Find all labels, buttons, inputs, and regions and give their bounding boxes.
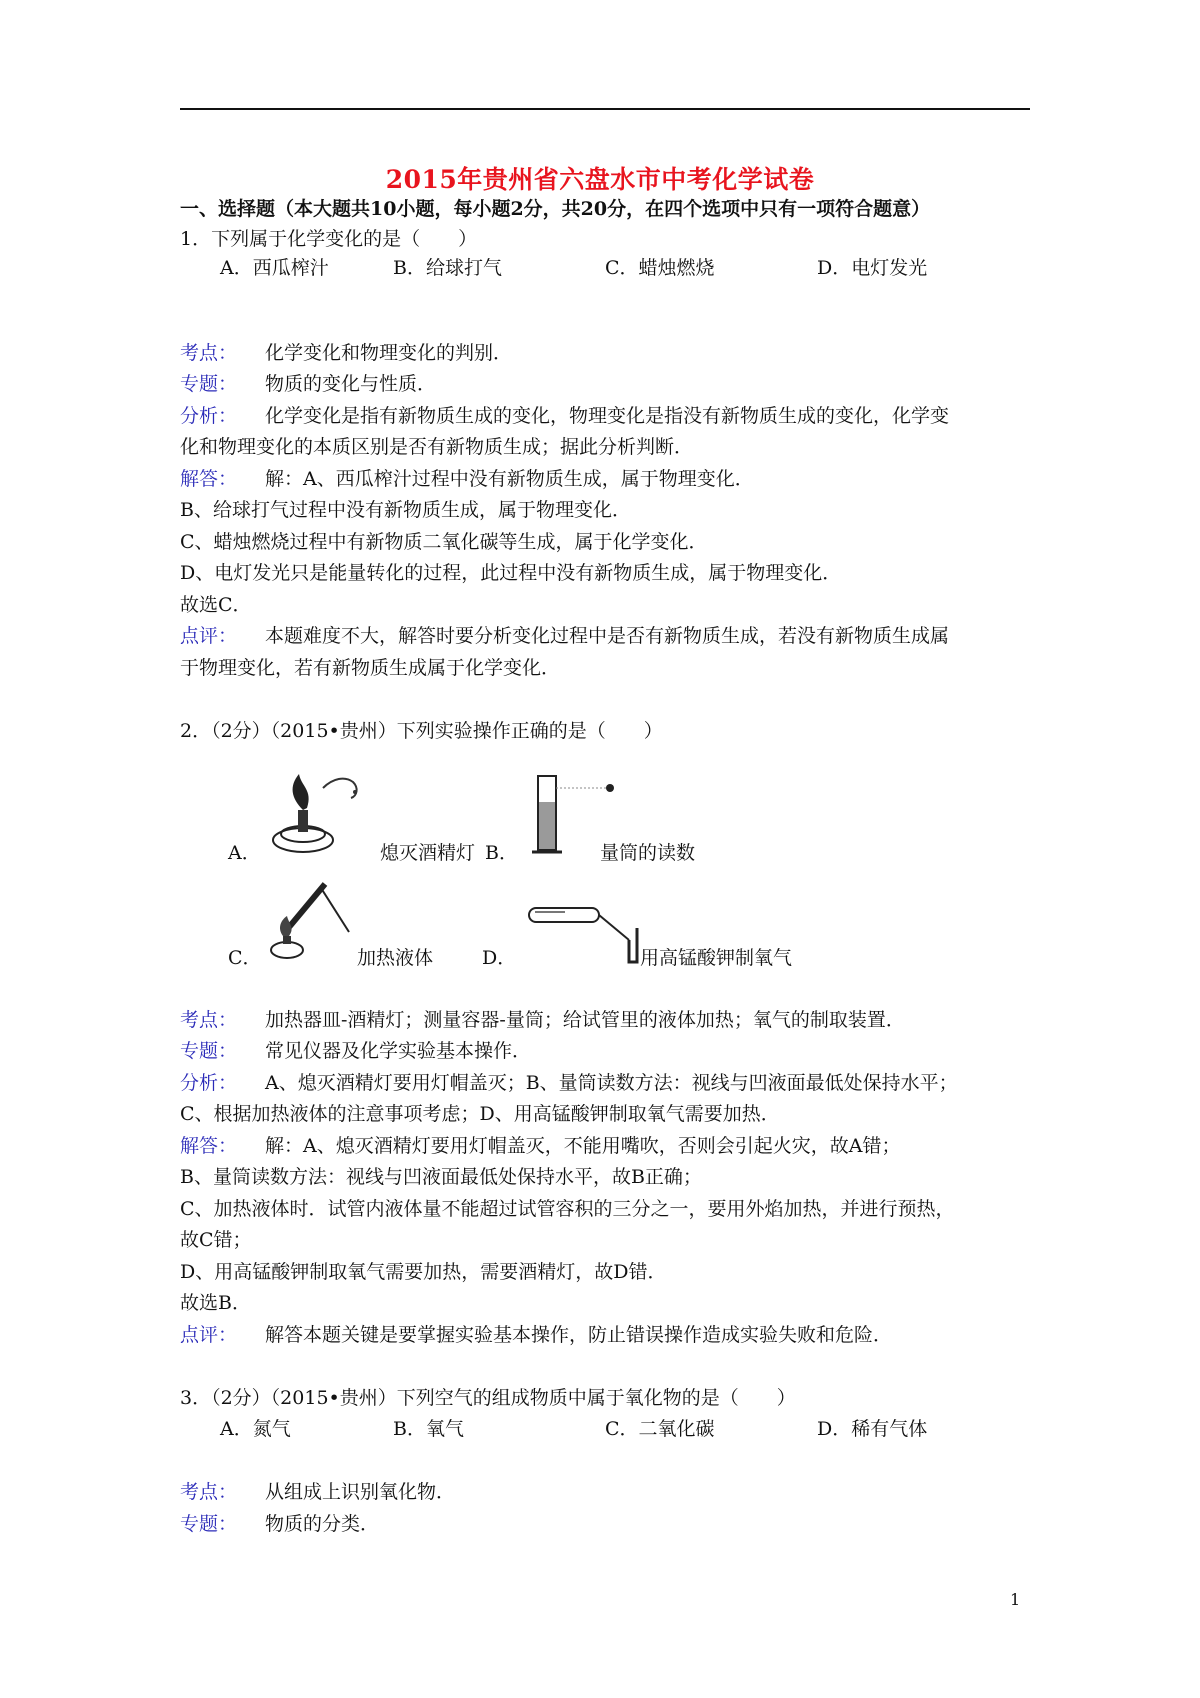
q1-jieda-line: D、电灯发光只是能量转化的过程，此过程中没有新物质生成，属于物理变化． <box>180 562 842 584</box>
q2-jieda-line: 故选B． <box>180 1292 251 1314</box>
q1-fenxi-line: 化学变化是指有新物质生成的变化，物理变化是指没有新物质生成的变化，化学变 <box>265 405 950 427</box>
q1-option-b: B．给球打气 <box>393 257 502 279</box>
page-title: 2015年贵州省六盘水市中考化学试卷 <box>385 165 815 194</box>
q2-fenxi-label: 分析： <box>180 1072 238 1094</box>
q2-kaodian: 加热器皿-酒精灯；测量容器-量筒；给试管里的液体加热；氧气的制取装置． <box>265 1009 905 1031</box>
q3-option-d: D．稀有气体 <box>817 1418 928 1440</box>
q2-zhuanti: 常见仪器及化学实验基本操作． <box>265 1040 532 1062</box>
q2-option-d-text: 用高锰酸钾制氧气 <box>640 947 793 969</box>
q2-dianping-label: 点评： <box>180 1324 238 1346</box>
q1-stem: 1．下列属于化学变化的是（ ） <box>180 228 478 250</box>
q2-jieda-line: 故C错； <box>180 1229 252 1251</box>
q1-jieda-label: 解答： <box>180 468 238 490</box>
q1-fenxi-line: 化和物理变化的本质区别是否有新物质生成；据此分析判断． <box>180 436 694 458</box>
q1-jieda-line: B、给球打气过程中没有新物质生成，属于物理变化． <box>180 499 631 521</box>
q1-fenxi-label: 分析： <box>180 405 238 427</box>
q2-jieda-label: 解答： <box>180 1135 238 1157</box>
q3-option-a: A．氮气 <box>220 1418 291 1440</box>
q2-jieda-line: D、用高锰酸钾制取氧气需要加热，需要酒精灯，故D错． <box>180 1261 667 1283</box>
q2-zhuanti-label: 专题： <box>180 1040 238 1062</box>
q2-option-a-text: 熄灭酒精灯 <box>380 842 476 864</box>
oxygen-apparatus-figure <box>525 900 645 970</box>
q1-jieda-line: 解：A、西瓜榨汁过程中没有新物质生成，属于物理变化． <box>265 468 754 490</box>
heating-liquid-figure <box>263 870 363 965</box>
q2-jieda-line: 解：A、熄灭酒精灯要用灯帽盖灭，不能用嘴吹，否则会引起火灾，故A错； <box>265 1135 901 1157</box>
q3-option-c: C．二氧化碳 <box>605 1418 715 1440</box>
header-rule <box>180 108 1030 110</box>
q1-kaodian-label: 考点： <box>180 342 238 364</box>
q1-option-a: A．西瓜榨汁 <box>220 257 329 279</box>
alcohol-lamp-blowing-figure <box>263 768 373 860</box>
q3-option-b: B．氧气 <box>393 1418 464 1440</box>
q3-kaodian-label: 考点： <box>180 1481 238 1503</box>
q2-option-b-text: 量筒的读数 <box>600 842 696 864</box>
q3-stem: 3．（2分）（2015•贵州）下列空气的组成物质中属于氧化物的是（ ） <box>180 1387 796 1409</box>
q1-option-d: D．电灯发光 <box>817 257 928 279</box>
q2-option-c-letter: C． <box>228 947 262 969</box>
q3-zhuanti: 物质的分类． <box>265 1513 380 1535</box>
q3-kaodian: 从组成上识别氧化物． <box>265 1481 456 1503</box>
page-number: 1 <box>1010 1590 1021 1609</box>
q1-jieda-line: C、蜡烛燃烧过程中有新物质二氧化碳等生成，属于化学变化． <box>180 531 708 553</box>
q2-fenxi-line: C、根据加热液体的注意事项考虑；D、用高锰酸钾制取氧气需要加热． <box>180 1103 780 1125</box>
q1-zhuanti-label: 专题： <box>180 373 238 395</box>
q1-kaodian: 化学变化和物理变化的判别． <box>265 342 513 364</box>
q2-option-d-letter: D． <box>482 947 517 969</box>
q2-option-c-text: 加热液体 <box>357 947 434 969</box>
q1-dianping-label: 点评： <box>180 625 238 647</box>
q2-jieda-line: B、量筒读数方法：视线与凹液面最低处保持水平，故B正确； <box>180 1166 702 1188</box>
q2-jieda-line: C、加热液体时．试管内液体量不能超过试管容积的三分之一，要用外焰加热，并进行预热， <box>180 1198 955 1220</box>
q1-jieda-line: 故选C． <box>180 594 252 616</box>
q1-zhuanti: 物质的变化与性质． <box>265 373 437 395</box>
q2-dianping-line: 解答本题关键是要掌握实验基本操作，防止错误操作造成实验失败和危险． <box>265 1324 893 1346</box>
q2-kaodian-label: 考点： <box>180 1009 238 1031</box>
q1-dianping-line: 于物理变化，若有新物质生成属于化学变化． <box>180 657 561 679</box>
q2-option-b-letter: B． <box>485 842 518 864</box>
q1-dianping-line: 本题难度不大，解答时要分析变化过程中是否有新物质生成，若没有新物质生成属 <box>265 625 950 647</box>
q1-option-c: C．蜡烛燃烧 <box>605 257 715 279</box>
q2-fenxi-line: A、熄灭酒精灯要用灯帽盖灭；B、量筒读数方法：视线与凹液面最低处保持水平； <box>265 1072 958 1094</box>
q2-option-a-letter: A． <box>228 842 261 864</box>
q3-zhuanti-label: 专题： <box>180 1513 238 1535</box>
section-header: 一、选择题（本大题共10小题，每小题2分，共20分，在四个选项中只有一项符合题意） <box>180 198 931 220</box>
q2-stem: 2．（2分）（2015•贵州）下列实验操作正确的是（ ） <box>180 720 663 742</box>
